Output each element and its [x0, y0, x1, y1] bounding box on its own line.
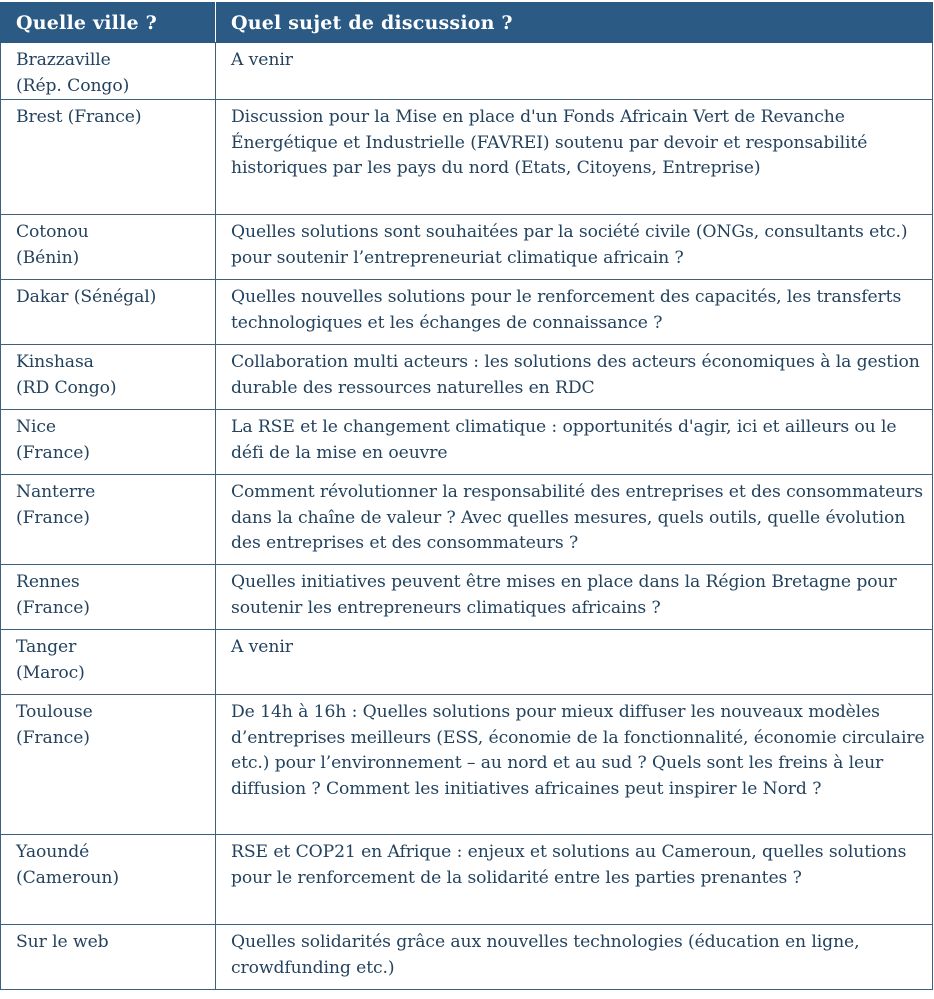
city-country: (France) [16, 597, 90, 618]
table-row [1, 925, 933, 990]
city-name: Sur le web [16, 932, 109, 952]
table-row [1, 475, 933, 565]
table-row [1, 630, 933, 695]
table-row [1, 43, 933, 100]
city-name: Nanterre [16, 482, 96, 502]
city-cell [1, 280, 216, 345]
city-cell [1, 835, 216, 925]
topic-cell: Quelles solutions sont souhaitées par la société civile (ONGs, consultants etc.) pour soutenir l’entrepreneuriat climatique africain ? [216, 215, 933, 280]
city-country: (Cameroun) [16, 867, 119, 888]
events-table [0, 2, 933, 990]
city-cell [1, 925, 216, 990]
topic-cell: Quelles initiatives peuvent être mises en place dans la Région Bretagne pour soutenir les entrepreneurs climatiques africains ? [216, 565, 933, 630]
topic-cell: RSE et COP21 en Afrique : enjeux et solutions au Cameroun, quelles solutions pour le renforcement de la solidarité entre les parties prenantes ? [216, 835, 933, 925]
table-row [1, 100, 933, 215]
topic-cell: A venir [216, 43, 933, 100]
table-header-row [1, 3, 933, 43]
city-name: Tanger [16, 637, 77, 657]
city-country: (Bénin) [16, 247, 80, 268]
city-cell [1, 630, 216, 695]
topic-cell: A venir [216, 630, 933, 695]
city-name: Rennes [16, 572, 80, 592]
city-country: (France) [16, 442, 90, 463]
city-cell [1, 43, 216, 100]
topic-cell: De 14h à 16h : Quelles solutions pour mieux diffuser les nouveaux modèles d’entreprises meilleurs (ESS, économie de la fonctionnalité, économie circulaire etc.) pour l’environnement – au nord et au sud ? Quels sont les freins à leur diffusion ? Comment les initiatives africaines peut inspirer le Nord ? [216, 695, 933, 835]
city-cell [1, 215, 216, 280]
topic-cell: Quelles solidarités grâce aux nouvelles technologies (éducation en ligne, crowdfunding etc.) [216, 925, 933, 990]
topic-column-header: Quel sujet de discussion ? [216, 3, 933, 43]
city-name: Dakar (Sénégal) [16, 287, 157, 307]
city-name: Brest (France) [16, 107, 142, 127]
table-row [1, 410, 933, 475]
city-cell [1, 565, 216, 630]
city-name: Cotonou [16, 222, 89, 242]
city-column-header: Quelle ville ? [1, 3, 216, 43]
table-row [1, 345, 933, 410]
city-country: (Maroc) [16, 662, 85, 683]
city-name: Kinshasa [16, 352, 94, 372]
city-country: (France) [16, 727, 90, 748]
table-row [1, 280, 933, 345]
city-cell [1, 695, 216, 835]
city-country: (Rép. Congo) [16, 75, 130, 96]
topic-cell: Collaboration multi acteurs : les solutions des acteurs économiques à la gestion durable des ressources naturelles en RDC [216, 345, 933, 410]
city-cell [1, 475, 216, 565]
topic-cell: Quelles nouvelles solutions pour le renforcement des capacités, les transferts technologiques et les échanges de connaissance ? [216, 280, 933, 345]
city-cell [1, 100, 216, 215]
city-cell [1, 345, 216, 410]
table-row [1, 565, 933, 630]
topic-cell: La RSE et le changement climatique : opportunités d'agir, ici et ailleurs ou le défi de la mise en oeuvre [216, 410, 933, 475]
topic-cell: Discussion pour la Mise en place d'un Fonds Africain Vert de Revanche Énergétique et Industrielle (FAVREI) soutenu par devoir et responsabilité historiques par les pays du nord (Etats, Citoyens, Entreprise) [216, 100, 933, 215]
city-cell [1, 410, 216, 475]
topic-cell: Comment révolutionner la responsabilité des entreprises et des consommateurs dans la chaîne de valeur ? Avec quelles mesures, quels outils, quelle évolution des entreprises et des consommateurs ? [216, 475, 933, 565]
city-country: (RD Congo) [16, 377, 117, 398]
table-row [1, 695, 933, 835]
table-row [1, 835, 933, 925]
city-name: Brazzaville [16, 50, 111, 70]
table-row [1, 215, 933, 280]
city-country: (France) [16, 507, 90, 528]
city-name: Toulouse [16, 702, 93, 722]
city-name: Nice [16, 417, 56, 437]
city-name: Yaoundé [16, 842, 90, 862]
